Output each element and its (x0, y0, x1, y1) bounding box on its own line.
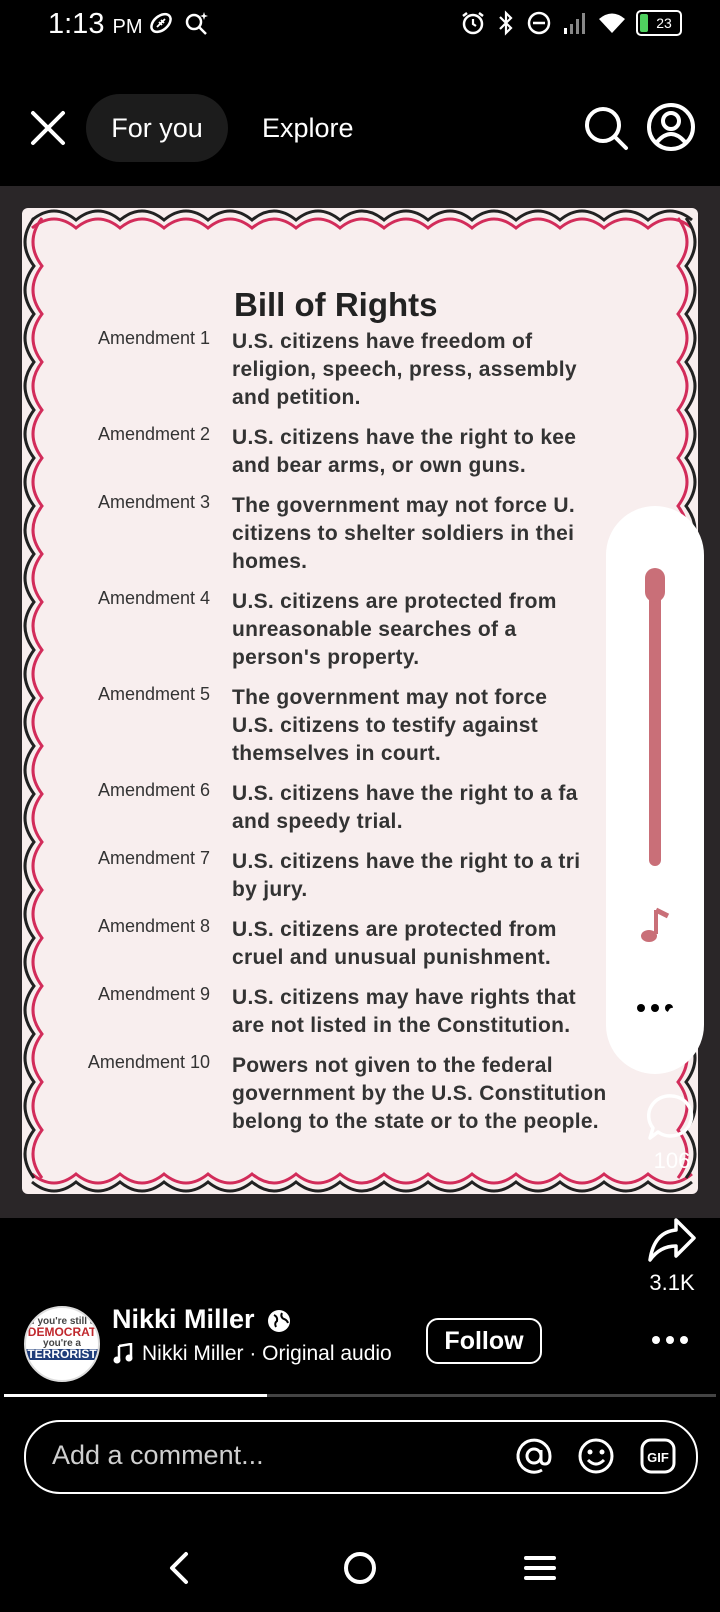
do-not-disturb-icon (526, 10, 552, 36)
amendment-text (232, 984, 632, 1040)
poster-title: Bill of Rights (234, 286, 438, 323)
more-options-icon[interactable] (650, 1330, 690, 1350)
amendment-number: Amendment 10 (87, 1052, 210, 1072)
author-name[interactable]: Nikki Miller (112, 1304, 255, 1334)
amendment-text (232, 328, 632, 412)
mention-icon[interactable] (514, 1436, 554, 1476)
amendment-text-line: U.S. citizens are protected from (232, 918, 557, 941)
comment-icons (514, 1436, 678, 1476)
amendment-text (232, 588, 632, 672)
amendment-text-line: belong to the state or to the people. (232, 1110, 599, 1133)
status-right-icons (460, 10, 682, 36)
amendment-text (232, 684, 632, 768)
comment-bubble-icon[interactable] (646, 1092, 698, 1144)
amendment-text-line: and bear arms, or own guns. (232, 454, 526, 477)
amendment-number: Amendment 6 (97, 780, 210, 800)
author-row (0, 1296, 720, 1376)
volume-slider-handle[interactable] (645, 568, 665, 602)
amendment-text-line: and petition. (232, 386, 361, 409)
avatar-text-line: DEMOCRAT (27, 1325, 97, 1339)
follow-button[interactable]: Follow (426, 1318, 542, 1364)
amendment-number: Amendment 9 (97, 984, 210, 1004)
bluetooth-icon (496, 10, 516, 36)
close-icon[interactable] (28, 108, 68, 148)
like-action[interactable] (632, 1002, 712, 1054)
amendment-text-line: U.S. citizens have freedom of (232, 330, 533, 353)
battery-indicator (636, 10, 682, 36)
svg-text:GIF: GIF (647, 1450, 669, 1465)
reel-media[interactable] (0, 186, 720, 1218)
comments-count: 106 (653, 1148, 691, 1173)
amendment-number: Amendment 8 (97, 916, 210, 936)
amendment-number: Amendment 7 (97, 848, 210, 868)
top-nav (0, 88, 720, 164)
globe-icon (266, 1308, 292, 1334)
amendment-text-line: citizens to shelter soldiers in thei (232, 522, 575, 545)
music-note-icon (112, 1343, 134, 1365)
avatar[interactable] (24, 1306, 100, 1382)
amendment-text-line: by jury. (232, 878, 308, 901)
amendment-text-line: homes. (232, 550, 308, 573)
signal-icon (562, 10, 588, 36)
thumbs-up-icon[interactable] (646, 1002, 698, 1054)
amendment-number: Amendment 4 (97, 588, 210, 608)
share-action[interactable] (632, 1216, 712, 1296)
amendment-text-line: are not listed in the Constitution. (232, 1014, 571, 1037)
emoji-icon[interactable] (576, 1436, 616, 1476)
avatar-text-line: you're a (43, 1338, 81, 1349)
amendment-text-line: themselves in court. (232, 742, 442, 765)
amendment-number: Amendment 1 (97, 328, 210, 348)
comment-action[interactable] (632, 1092, 712, 1174)
home-icon[interactable] (338, 1548, 382, 1588)
amendment-text-line: cruel and unusual punishment. (232, 946, 552, 969)
amendment-text-line: U.S. citizens have the right to a fa (232, 782, 578, 805)
football-icon (148, 10, 174, 36)
recents-icon[interactable] (518, 1548, 562, 1588)
status-ampm: PM (112, 16, 143, 38)
volume-panel[interactable] (606, 506, 704, 1074)
amendment-text-line: Powers not given to the federal (232, 1054, 553, 1077)
search-sparkle-icon (184, 10, 210, 36)
profile-icon[interactable] (646, 102, 696, 152)
comment-input[interactable] (24, 1420, 698, 1494)
amendment-text-line: U.S. citizens have the right to kee (232, 426, 577, 449)
amendment-text-line: U.S. citizens may have rights that (232, 986, 576, 1009)
amendment-text-line: The government may not force U. (232, 494, 576, 517)
amendment-text (232, 780, 632, 836)
volume-slider-track[interactable] (649, 572, 661, 866)
search-icon[interactable] (582, 104, 630, 152)
status-time-value: 1:13 (48, 8, 105, 40)
bill-of-rights-poster (22, 208, 698, 1194)
comment-placeholder: Add a comment... (52, 1440, 264, 1470)
status-left-icons (148, 10, 210, 36)
video-progress-bar[interactable] (4, 1394, 716, 1397)
amendment-text-line: U.S. citizens have the right to a tri (232, 850, 581, 873)
amendment-text-line: and speedy trial. (232, 810, 403, 833)
tab-for-you[interactable]: For you (86, 94, 228, 162)
amendment-text-line: person's property. (232, 646, 420, 669)
amendment-number: Amendment 2 (97, 424, 210, 444)
amendment-text-line: The government may not force (232, 686, 548, 709)
share-arrow-icon[interactable] (646, 1216, 698, 1266)
alarm-icon (460, 10, 486, 36)
amendment-text-line: U.S. citizens are protected from (232, 590, 557, 613)
amendment-text (232, 916, 632, 972)
avatar-text-line: TERRORIST (27, 1347, 97, 1361)
amendment-text (232, 424, 632, 480)
amendment-text (232, 848, 632, 904)
amendment-text (232, 492, 632, 576)
amendment-text-line: U.S. citizens to testify against (232, 714, 538, 737)
avatar-text-line: if you're still a (28, 1316, 96, 1327)
audio-label: Nikki Miller · Original audio (142, 1342, 392, 1365)
back-icon[interactable] (158, 1548, 202, 1588)
music-note-icon[interactable] (636, 906, 674, 946)
audio-row[interactable] (112, 1342, 392, 1366)
system-nav-bar (0, 1530, 720, 1600)
amendment-number: Amendment 3 (97, 492, 210, 512)
amendment-text-line: government by the U.S. Constitution (232, 1082, 607, 1105)
amendment-number: Amendment 5 (97, 684, 210, 704)
video-progress-fill (4, 1394, 267, 1397)
amendment-text-line: unreasonable searches of a (232, 618, 517, 641)
gif-icon[interactable] (638, 1436, 678, 1476)
amendment-text (232, 1052, 632, 1136)
battery-level: 23 (656, 15, 672, 31)
status-bar (0, 0, 720, 52)
tab-explore[interactable]: Explore (262, 112, 354, 143)
shares-count: 3.1K (649, 1270, 695, 1295)
status-time (48, 8, 143, 41)
wifi-icon (598, 11, 626, 35)
amendment-text-line: religion, speech, press, assembly (232, 358, 577, 381)
